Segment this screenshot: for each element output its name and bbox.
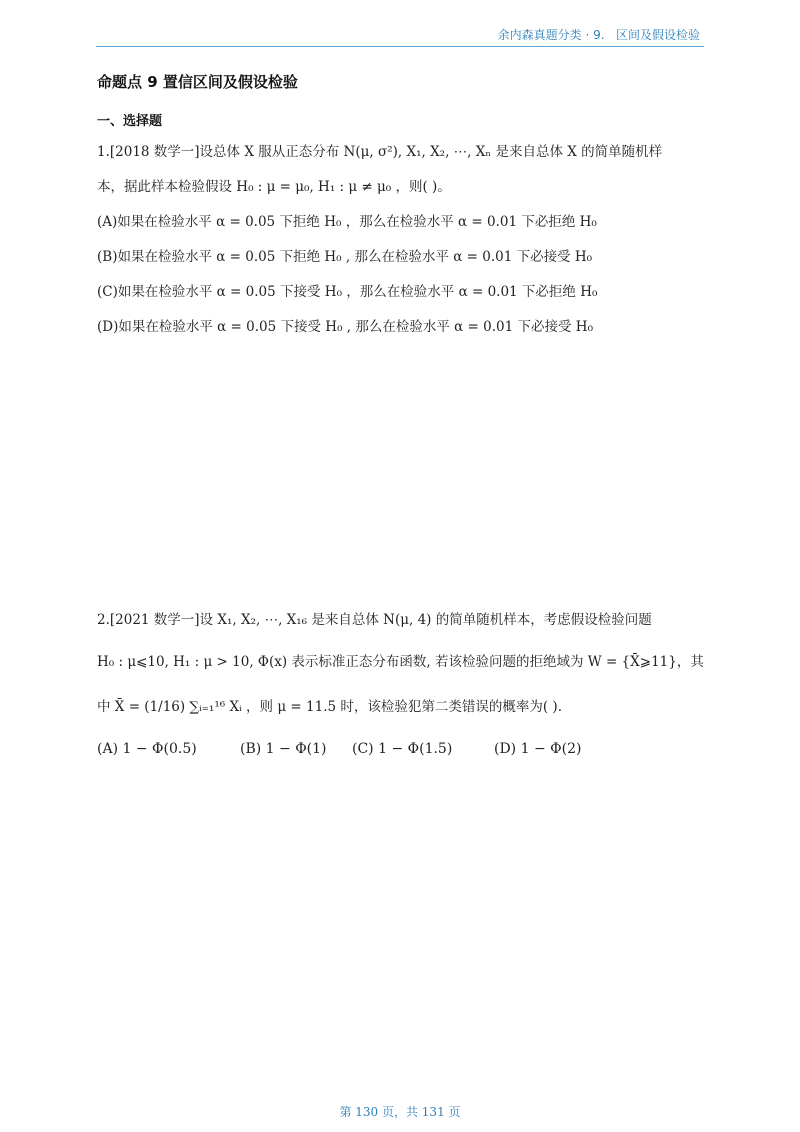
q1-option-d: (D)如果在检验水平 α = 0.05 下接受 H₀ , 那么在检验水平 α = 0.01 下必接受 H₀: [97, 319, 593, 335]
q2-option-c: (C) 1 − Φ(1.5): [352, 741, 453, 757]
q2-option-b: (B) 1 − Φ(1): [240, 741, 327, 757]
q1-line1: 1.[2018 数学一]设总体 X 服从正态分布 N(μ, σ²), X₁, X₂, ⋯, Xₙ 是来自总体 X 的简单随机样: [97, 144, 663, 160]
q1-line2: 本，据此样本检验假设 H₀ : μ = μ₀, H₁ : μ ≠ μ₀ ，则( )。: [97, 179, 451, 195]
q1-option-c: (C)如果在检验水平 α = 0.05 下接受 H₀ ，那么在检验水平 α = 0.01 下必拒绝 H₀: [97, 284, 598, 300]
q2-line3: 中 X̄ = (1/16) ∑ᵢ₌₁¹⁶ Xᵢ ，则 μ = 11.5 时，该检验犯第二类错误的概率为( ).: [97, 699, 562, 715]
page-footer: 第 130 页，共 131 页: [339, 1105, 461, 1119]
q1-option-b: (B)如果在检验水平 α = 0.05 下拒绝 H₀ , 那么在检验水平 α = 0.01 下必接受 H₀: [97, 249, 593, 265]
q2-line2: H₀ : μ⩽10, H₁ : μ > 10, Φ(x) 表示标准正态分布函数, 若该检验问题的拒绝域为 W = {X̄⩾11}，其: [97, 654, 704, 670]
q2-line1: 2.[2021 数学一]设 X₁, X₂, ⋯, X₁₆ 是来自总体 N(μ, 4) 的简单随机样本，考虑假设检验问题: [97, 612, 652, 628]
q2-option-a: (A) 1 − Φ(0.5): [97, 741, 197, 757]
section-title: 命题点 9 置信区间及假设检验: [97, 73, 298, 91]
header-title: 余内森真题分类 · 9. 区间及假设检验: [497, 28, 700, 42]
q2-option-d: (D) 1 − Φ(2): [494, 741, 582, 757]
subsection-title: 一、选择题: [97, 114, 163, 129]
q1-option-a: (A)如果在检验水平 α = 0.05 下拒绝 H₀ ，那么在检验水平 α = 0.01 下必拒绝 H₀: [97, 214, 597, 230]
page-header: [96, 24, 704, 47]
